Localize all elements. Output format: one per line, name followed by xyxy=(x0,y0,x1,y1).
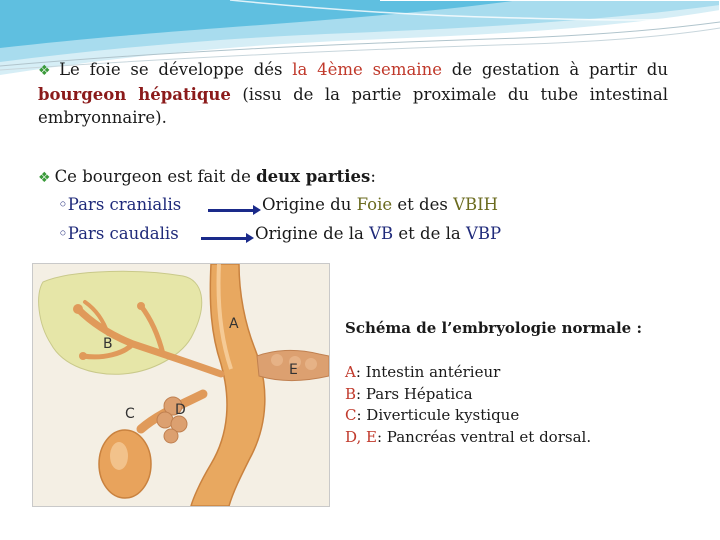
caption-key: D, E xyxy=(345,427,377,446)
origin-term: Foie xyxy=(356,195,393,214)
parts-paragraph xyxy=(38,165,668,190)
figure-label-e: E xyxy=(289,362,298,378)
text: (issu de la partie proximale du tube intestinal embryonnaire). xyxy=(38,85,668,127)
text: : xyxy=(370,167,376,186)
embryology-illustration xyxy=(33,264,329,506)
text: et de la xyxy=(393,224,466,243)
caption-key: C xyxy=(345,406,357,424)
caption-text: : Diverticule kystique xyxy=(356,406,520,424)
caption-item xyxy=(345,405,591,427)
row-pars-cranialis xyxy=(58,194,181,216)
caption-text: : Intestin antérieur xyxy=(355,363,501,381)
text: Le foie se développe dés xyxy=(59,60,293,79)
figure-label-a: A xyxy=(229,316,239,332)
text: et des xyxy=(392,195,454,214)
caption-text: : Pancréas ventral et dorsal. xyxy=(376,427,592,446)
caption-key: B xyxy=(345,384,357,403)
text: Origine du xyxy=(262,195,357,214)
figure-label-c: C xyxy=(125,406,135,422)
row-pars-caudalis xyxy=(58,223,179,245)
text: Ce bourgeon est fait de xyxy=(54,167,257,186)
highlight-bourgeon: bourgeon hépatique xyxy=(38,85,231,104)
origin-term: VB xyxy=(369,224,394,243)
caption-item xyxy=(345,362,591,384)
figure-caption-title: Schéma de l’embryologie normale : xyxy=(345,319,642,337)
origin-term: VBIH xyxy=(453,195,499,214)
diamond-bullet-icon: ❖ xyxy=(38,63,56,79)
intro-paragraph xyxy=(38,58,668,129)
caption-item xyxy=(345,427,591,449)
origin-term: VBP xyxy=(465,224,502,243)
row-origin xyxy=(262,194,498,216)
diamond-bullet-icon: ❖ xyxy=(38,170,51,186)
arrow-icon xyxy=(201,237,247,240)
row-name: ◦Pars caudalis xyxy=(58,224,179,243)
caption-item xyxy=(345,384,591,406)
text: de gestation à partir du xyxy=(441,60,668,79)
caption-text: : Pars Hépatica xyxy=(356,384,473,403)
highlight-week: la 4ème semaine xyxy=(292,60,442,79)
figure-label-d: D xyxy=(175,402,186,418)
arrow-icon xyxy=(208,209,254,212)
text: Origine de la xyxy=(255,224,370,243)
bold-text: deux parties xyxy=(256,167,371,186)
figure-label-b: B xyxy=(103,336,113,352)
figure-caption-list xyxy=(345,362,591,448)
caption-key: A xyxy=(345,363,356,381)
row-origin xyxy=(255,223,501,245)
row-name: ◦Pars cranialis xyxy=(58,195,182,214)
embryology-figure xyxy=(32,263,330,507)
